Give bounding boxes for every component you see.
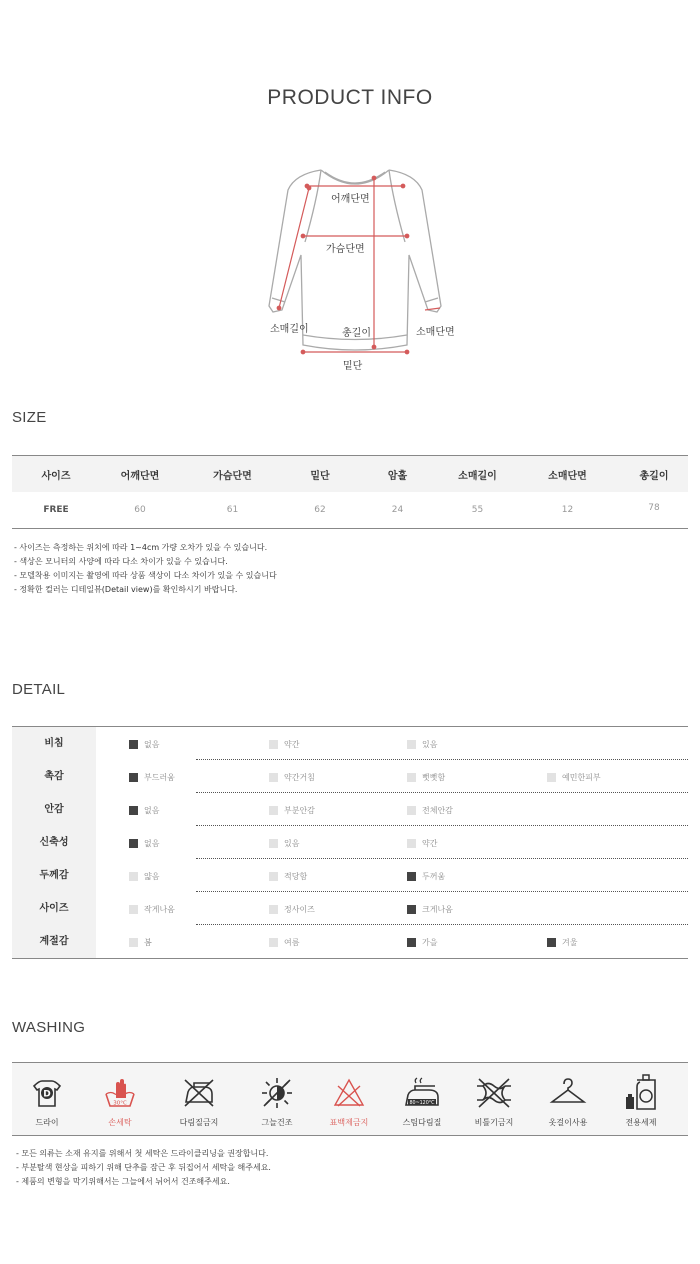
detail-option	[129, 904, 175, 915]
detail-option-label: 있음	[284, 839, 300, 848]
detail-option-label: 얇음	[144, 872, 160, 881]
detail-row	[12, 859, 688, 892]
detail-option-label: 약간	[422, 839, 438, 848]
detail-option	[407, 772, 445, 783]
checked-box-icon	[129, 773, 138, 782]
detail-row-label: 안감	[12, 793, 96, 826]
detail-option	[547, 772, 601, 783]
detail-row-label: 비침	[12, 727, 96, 760]
detail-row	[12, 925, 688, 958]
detail-option	[407, 739, 437, 750]
wash-label: 옷걸이사용	[548, 1118, 588, 1127]
unchecked-box-icon	[129, 938, 138, 947]
hand-wash-icon	[103, 1076, 137, 1110]
checked-box-icon	[129, 740, 138, 749]
diagram-label-sleeve-length: 소매길이	[270, 324, 309, 335]
unchecked-box-icon	[129, 905, 138, 914]
wash-item-steam-iron	[387, 1073, 457, 1128]
shade-dry-icon	[260, 1076, 294, 1110]
unchecked-box-icon	[269, 938, 278, 947]
size-note: - 색상은 모니터의 사양에 따라 다소 차이가 있을 수 있습니다.	[14, 557, 228, 566]
detail-option-label: 부분안감	[284, 806, 315, 815]
unchecked-box-icon	[407, 839, 416, 848]
size-cell: 55	[471, 505, 484, 515]
detail-row	[12, 793, 688, 826]
checked-box-icon	[407, 938, 416, 947]
detail-option	[269, 772, 315, 783]
no-bleach-icon	[332, 1076, 366, 1110]
detail-option-label: 적당함	[284, 872, 308, 881]
detail-option	[407, 937, 437, 948]
size-cell: 24	[391, 505, 404, 515]
steam-iron-temp: 80~120°C	[409, 1101, 435, 1106]
size-header-chest: 가슴단면	[213, 470, 252, 482]
detail-option	[129, 772, 175, 783]
wash-label: 그늘건조	[261, 1118, 293, 1127]
detail-option	[129, 937, 152, 948]
detail-option	[407, 805, 453, 816]
size-cell: 60	[134, 505, 146, 515]
washing-notes	[16, 1147, 271, 1189]
wash-label: 드라이	[35, 1118, 59, 1127]
detail-section-title: DETAIL	[12, 681, 66, 698]
size-table-header	[12, 456, 688, 492]
hanger-icon	[548, 1076, 588, 1110]
wash-label: 스팀다림질	[402, 1118, 442, 1127]
size-header-total-length: 총길이	[639, 470, 669, 482]
wash-item-dry	[12, 1073, 82, 1128]
detail-row-label: 신축성	[12, 826, 96, 859]
page-title: PRODUCT INFO	[267, 86, 433, 109]
unchecked-box-icon	[407, 740, 416, 749]
detail-option	[407, 871, 445, 882]
detail-option	[407, 904, 453, 915]
detail-option	[129, 805, 159, 816]
detail-option	[547, 937, 577, 948]
detail-option-label: 부드러움	[144, 773, 175, 782]
size-cell: FREE	[43, 505, 69, 515]
detail-row	[12, 760, 688, 793]
detail-option-label: 없음	[144, 740, 160, 749]
detail-row-label: 사이즈	[12, 892, 96, 925]
unchecked-box-icon	[269, 839, 278, 848]
svg-text:D: D	[43, 1089, 51, 1100]
detail-option-label: 두꺼움	[422, 872, 446, 881]
detail-option-label: 작게나옴	[144, 905, 175, 914]
size-header-hem: 밑단	[310, 470, 330, 482]
unchecked-box-icon	[407, 806, 416, 815]
detail-option-label: 정사이즈	[284, 905, 315, 914]
wash-item-no-bleach	[314, 1073, 384, 1128]
wash-item-hanger	[533, 1073, 603, 1128]
size-notes	[14, 541, 277, 597]
size-cell: 62	[314, 505, 326, 515]
detail-row	[12, 892, 688, 925]
wash-label: 비틀기금지	[474, 1118, 514, 1127]
detail-option-label: 봄	[144, 938, 152, 947]
wash-item-no-iron	[164, 1073, 234, 1128]
size-header-shoulder: 어깨단면	[120, 470, 160, 482]
size-table	[12, 455, 688, 529]
size-cell: 78	[648, 503, 660, 513]
washing-note: - 제품의 변형을 막기위해서는 그늘에서 뉘어서 건조해주세요.	[16, 1177, 230, 1186]
detail-row	[12, 727, 688, 760]
detail-option	[129, 838, 159, 849]
detail-option-label: 없음	[144, 806, 160, 815]
washing-section-title: WASHING	[12, 1019, 86, 1036]
detail-row-label: 두께감	[12, 859, 96, 892]
detail-option-label: 전체안감	[422, 806, 453, 815]
diagram-label-hem: 밑단	[343, 361, 363, 372]
no-iron-icon	[182, 1076, 216, 1110]
dry-clean-icon	[30, 1076, 64, 1110]
diagram-label-shoulder: 어깨단면	[331, 194, 370, 205]
checked-box-icon	[129, 806, 138, 815]
detail-option-label: 가을	[422, 938, 438, 947]
detail-option	[269, 739, 299, 750]
checked-box-icon	[407, 905, 416, 914]
wash-item-no-wring	[459, 1073, 529, 1128]
washing-table	[12, 1062, 688, 1136]
detail-table	[12, 726, 688, 959]
unchecked-box-icon	[269, 740, 278, 749]
no-wring-icon	[475, 1076, 513, 1110]
unchecked-box-icon	[269, 806, 278, 815]
size-header-size: 사이즈	[41, 470, 71, 482]
wash-label: 표백제금지	[329, 1118, 369, 1127]
diagram-label-chest: 가슴단면	[326, 244, 365, 255]
size-header-armhole: 암홀	[387, 470, 408, 482]
unchecked-box-icon	[269, 872, 278, 881]
detail-option-label: 약간	[284, 740, 300, 749]
detail-option-label: 크게나옴	[422, 905, 453, 914]
wash-item-shade-dry	[242, 1073, 312, 1128]
checked-box-icon	[129, 839, 138, 848]
size-note: - 모델착용 이미지는 촬영에 따라 상품 색상이 다소 차이가 있을 수 있습니다	[14, 571, 277, 580]
detail-option-label: 겨울	[562, 938, 578, 947]
detail-option	[407, 838, 437, 849]
unchecked-box-icon	[547, 773, 556, 782]
washing-note: - 부분탈색 현상을 피하기 위해 단추를 잠근 후 뒤집어서 세탁을 해주세요.	[16, 1163, 271, 1172]
detail-option-label: 없음	[144, 839, 160, 848]
unchecked-box-icon	[269, 905, 278, 914]
unchecked-box-icon	[407, 773, 416, 782]
wash-item-hand	[85, 1073, 155, 1128]
detail-option	[129, 871, 159, 882]
detail-option	[269, 904, 315, 915]
wash-label: 전용세제	[625, 1118, 657, 1127]
detail-option	[129, 739, 159, 750]
detail-option-label: 약간거침	[284, 773, 315, 782]
steam-iron-icon	[402, 1075, 442, 1111]
detail-row	[12, 826, 688, 859]
size-cell: 12	[561, 505, 574, 515]
size-section-title: SIZE	[12, 409, 47, 426]
detail-option	[269, 805, 315, 816]
table-row	[12, 492, 688, 528]
size-note: - 사이즈는 측정하는 위치에 따라 1~4cm 가량 오차가 있을 수 있습니다.	[14, 543, 268, 552]
detail-option	[269, 937, 299, 948]
diagram-label-sleeve-width: 소매단면	[416, 327, 455, 338]
hand-wash-temp: 30°C	[113, 1100, 127, 1107]
detail-row-label: 촉감	[12, 760, 96, 793]
detail-option	[269, 871, 307, 882]
detail-option	[269, 838, 299, 849]
detail-option-label: 여름	[284, 938, 300, 947]
unchecked-box-icon	[129, 872, 138, 881]
detail-option-label: 있음	[422, 740, 438, 749]
detail-option-label: 예민한피부	[562, 773, 601, 782]
detail-option-label: 뻣뻣함	[422, 773, 446, 782]
checked-box-icon	[407, 872, 416, 881]
detergent-icon	[623, 1073, 659, 1113]
size-note: - 정확한 컬러는 디테일뷰(Detail view)를 확인하시기 바랍니다.	[14, 585, 238, 594]
unchecked-box-icon	[269, 773, 278, 782]
washing-note: - 모든 의류는 소재 유지를 위해서 첫 세탁은 드라이클리닝을 권장합니다.	[16, 1149, 269, 1158]
wash-label: 다림질금지	[179, 1118, 219, 1127]
size-header-sleeve-length: 소매길이	[458, 470, 497, 482]
size-header-sleeve-width: 소매단면	[548, 470, 587, 482]
checked-box-icon	[547, 938, 556, 947]
detail-row-label: 계절감	[12, 925, 96, 958]
wash-label: 손세탁	[108, 1118, 132, 1127]
diagram-label-total-length: 총길이	[342, 328, 371, 339]
wash-item-detergent	[606, 1073, 676, 1128]
size-cell: 61	[226, 505, 239, 515]
